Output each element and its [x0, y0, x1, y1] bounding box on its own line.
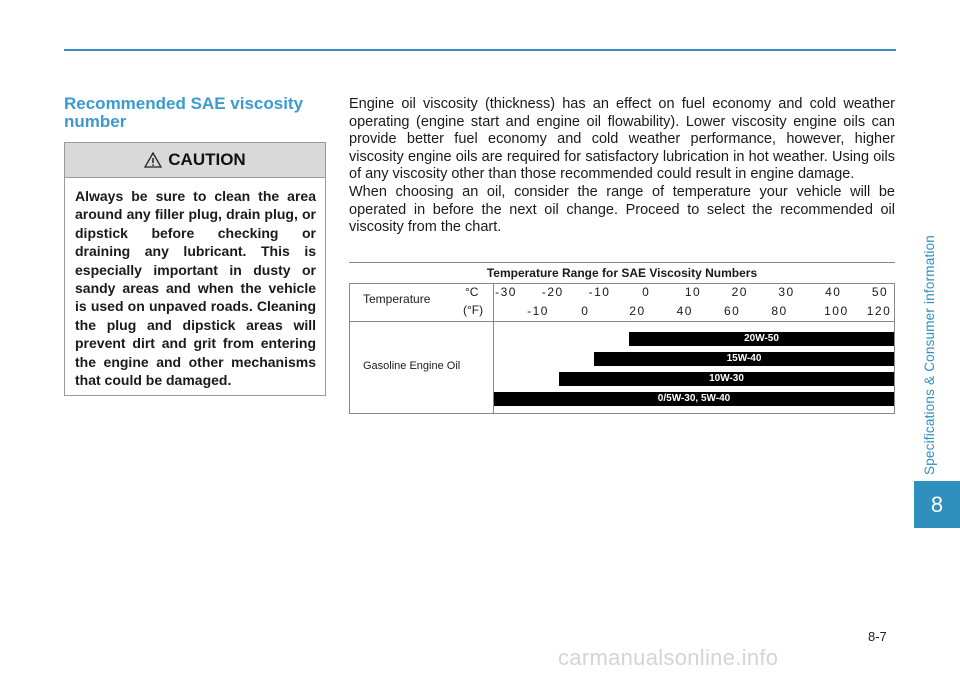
chapter-tab[interactable]: 8	[914, 481, 960, 528]
caution-header	[65, 143, 325, 178]
viscosity-bar: 0/5W-30, 5W-40	[494, 392, 894, 406]
chapter-side-label-text: Specifications & Consumer information	[922, 234, 937, 475]
celsius-tick: 30	[778, 285, 795, 299]
viscosity-bar: 20W-50	[629, 332, 894, 346]
page-number: 8-7	[868, 629, 887, 644]
fahrenheit-tick: 100	[824, 304, 849, 318]
fahrenheit-unit: (°F)	[463, 303, 484, 317]
chart-title: Temperature Range for SAE Viscosity Numbers	[349, 262, 895, 283]
chart-divider	[349, 283, 895, 284]
chart-border	[349, 413, 895, 414]
chart-border	[894, 283, 895, 414]
fahrenheit-tick: 0	[581, 304, 590, 318]
celsius-tick: -10	[588, 285, 611, 299]
viscosity-bar: 15W-40	[594, 352, 894, 366]
celsius-tick: 0	[642, 285, 651, 299]
celsius-tick: 20	[731, 285, 748, 299]
warning-triangle-icon	[144, 152, 162, 168]
fahrenheit-tick: 60	[723, 304, 741, 318]
section-title: Recommended SAE viscosity number	[64, 94, 304, 131]
temperature-label: Temperature	[363, 292, 431, 306]
chart-border	[349, 283, 350, 414]
fahrenheit-tick: 20	[629, 304, 646, 318]
caution-title: CAUTION	[168, 150, 246, 169]
fahrenheit-tick: 80	[771, 304, 788, 318]
watermark: carmanualsonline.info	[558, 645, 779, 670]
celsius-unit: °C	[465, 285, 479, 299]
caution-text: Always be sure to clean the area around any filler plug, drain plug, or dipstick before checking or draining any lubricant. This is especially important in dusty or sandy areas and when the vehicle is used on unpaved roads. Cleaning the plug and dipstick areas will prevent dirt and grit from entering the engine and other mechanisms that could be damaged.	[75, 188, 316, 389]
paragraph-viscosity: Engine oil viscosity (thickness) has an effect on fuel economy and cold weather operating (engine start and engine oil flowability). Lower viscosity engine oils can provide better fuel economy and cold weather performance, however, higher viscosity engine oils are required for satisfactory lubrication in hot weather. Using oils of any viscosity other than those recommended could result in engine damage.	[349, 96, 895, 183]
fahrenheit-tick: -10	[527, 304, 549, 318]
celsius-tick: -20	[541, 285, 564, 299]
celsius-tick: 40	[825, 285, 842, 299]
fahrenheit-tick: 40	[676, 304, 693, 318]
caution-box	[64, 142, 326, 396]
gasoline-engine-oil-label: Gasoline Engine Oil	[363, 360, 461, 372]
celsius-tick: 10	[684, 285, 702, 299]
viscosity-bar: 10W-30	[559, 372, 894, 386]
paragraph-choosing-oil: When choosing an oil, consider the range of temperature your vehicle will be operated in before the next oil change. Proceed to select the recommended oil viscosity from the chart.	[349, 183, 895, 236]
body-text	[349, 96, 895, 237]
fahrenheit-tick: 120	[866, 304, 892, 318]
top-rule	[64, 49, 896, 51]
chart-divider	[349, 321, 895, 322]
viscosity-chart	[349, 262, 895, 414]
celsius-tick: -30	[495, 285, 517, 299]
celsius-tick: 50	[871, 285, 889, 299]
